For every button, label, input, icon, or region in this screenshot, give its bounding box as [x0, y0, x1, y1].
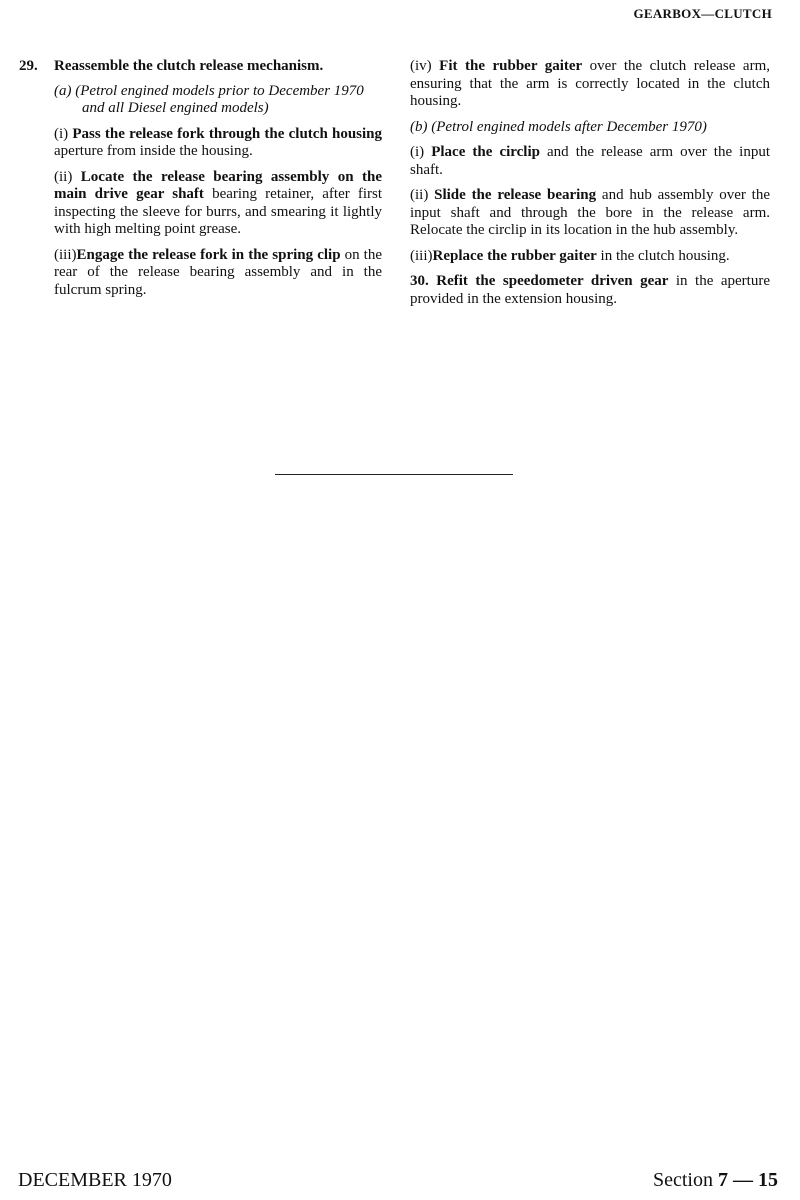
- step-bold: Refit the speedometer driven gear: [436, 273, 669, 289]
- item-text: and hub assembly over the input shaft and through the bore in the release arm. Relocate the circlip in its location in the hub assembly.: [410, 187, 770, 238]
- instruction-item: [410, 187, 770, 240]
- item-text: on the rear of the release bearing assembly and in the fulcrum spring.: [54, 246, 383, 298]
- step-title: Reassemble the clutch release mechanism.: [54, 58, 324, 74]
- item-bold: Pass the release fork through the clutch housing: [72, 125, 383, 142]
- item-text: in the clutch housing.: [596, 247, 730, 264]
- step-30: [410, 273, 770, 308]
- item-label: (i): [410, 144, 425, 160]
- left-column: [19, 58, 382, 307]
- section-label: Section: [653, 1169, 713, 1191]
- item-label: (iv): [410, 58, 432, 74]
- step-number: 30.: [410, 273, 429, 289]
- sub-label: (b): [410, 118, 428, 135]
- item-bold: Place the circlip: [431, 144, 540, 160]
- item-bold: Replace the rubber gaiter: [432, 247, 597, 264]
- sub-section-a: [19, 83, 382, 118]
- sub-text: (Petrol engined models after December 1970): [431, 118, 707, 135]
- item-bold: Locate the release bearing assembly on the main drive gear shaft: [54, 168, 382, 202]
- section-divider: [275, 474, 513, 475]
- instruction-item: [410, 144, 770, 179]
- item-text: over the clutch release arm, ensuring that the arm is correctly located in the clutch housing.: [410, 58, 770, 109]
- running-header: GEARBOX—CLUTCH: [633, 6, 772, 21]
- instruction-item: [410, 58, 770, 111]
- item-label: (i): [54, 125, 69, 142]
- item-text: aperture from inside the housing.: [54, 143, 253, 159]
- footer-date: DECEMBER 1970: [18, 1169, 172, 1191]
- item-bold: Fit the rubber gaiter: [439, 58, 583, 74]
- instruction-item: [19, 247, 382, 300]
- step-number: 29.: [19, 58, 38, 74]
- item-bold: Engage the release fork in the spring clip: [76, 246, 341, 263]
- sub-label: (a): [54, 82, 72, 99]
- item-label: (ii): [54, 168, 73, 185]
- item-label: (ii): [410, 187, 429, 203]
- item-label: (iii): [410, 247, 433, 264]
- step-29-heading: [19, 58, 382, 76]
- step-text: in the aperture provided in the extension housing.: [410, 273, 771, 307]
- sub-text-line1: (Petrol engined models prior to December 1970: [75, 82, 364, 99]
- section-page: 7 — 15: [718, 1169, 778, 1191]
- item-text: bearing retainer, after first inspecting the sleeve for burrs, and smearing it lightly with high melting point grease.: [54, 186, 383, 237]
- instruction-item: [19, 169, 382, 239]
- item-text: and the release arm over the input shaft.: [410, 144, 771, 178]
- item-label: (iii): [54, 246, 77, 263]
- item-bold: Slide the release bearing: [434, 187, 597, 203]
- instruction-item: [410, 248, 770, 266]
- footer-section: [653, 1169, 778, 1192]
- sub-text-line2: and all Diesel engined models): [82, 100, 269, 116]
- right-column: [410, 58, 770, 316]
- sub-section-b: [410, 119, 770, 137]
- instruction-item: [19, 126, 382, 161]
